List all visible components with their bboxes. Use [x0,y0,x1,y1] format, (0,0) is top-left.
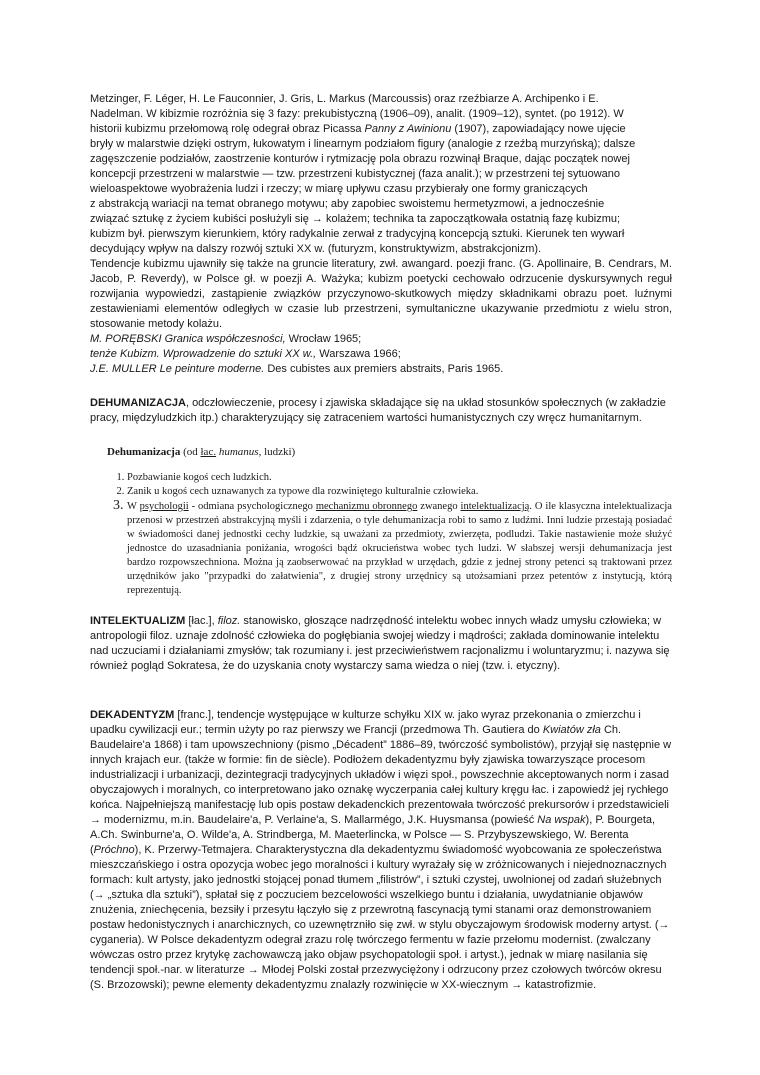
psychologia-link[interactable]: psychologii [139,501,189,512]
dehumanizacja-detail [90,445,672,598]
document-page [90,92,672,993]
bibliography-title: tenże Kubizm. Wprowadzenie do sztuki XX w., [90,348,317,360]
kubizm-line: decydujący wpływ na dalszy rozwój sztuki XX w. (futuryzm, konstruktywizm, abstrakcjonizm). [90,243,542,255]
heading-text: (od [180,446,201,458]
latin-link[interactable]: łac. [200,446,217,458]
work-title: Na wspak [537,814,586,826]
kubizm-line: związać sztukę z życiem kubiści posłużyli się → kolażem; technika ta zapoczątkowała ostatnią fazę kubizmu; [90,213,621,225]
detail-heading [107,445,672,459]
kubizm-line: z abstrakcją wariacji na temat obranego motywu; aby zapobiec swoistemu hermetyzmowi, a jednocześnie [90,198,605,210]
bibliography-imprint: Des cubistes aux premiers abstraits, Paris 1965. [264,363,504,375]
entry-term: DEHUMANIZACJA [90,397,186,409]
bibliography-imprint: Warszawa 1966; [316,348,401,360]
entry-text: Ch. Baudelaire'a 1868) i tam upowszechniony (pismo „Décadent” 1886–89, twórczość symbolistów), przyjął się następnie w innych krajach eur. (także w formie: fin de siècle). Podłożem dekadentyzmu były zjawiska towarzyszące procesom industrializacji i urbanizacji, dezintegracji tradycyjnych układów i więzi społ., powszechnie akceptowanych norm i zasad obyczajowych i moralnych, co interpretowano jako oznakę wyczerpania całej kultury kręgu łac. i zapowiedź jej rychłego końca. Najpełniejszą manifestację lub opis postaw dekadenckich prezentowała twórczość prekursorów i przedstawicieli → modernizmu, m.in. Baudelaire'a, P. Verlaine'a, S. Mallarmégo, J.K. Huysmansa (powieść [90,724,672,826]
kubizm-line: wieloaspektowe wyobrażenia ludzi i rzeczy; w miarę upływu czasu przybierały one formy graniczących [90,183,588,195]
entry-text: [franc.], tendencje występujące w kulturze schyłku XIX w. jako wyraz przekonania o zmierzchu i upadku cywilizacji eur.; termin użyty po raz pierwszy we Francji (przedmowa Th. Gautiera do [90,709,641,736]
kubizm-line: koncepcji przestrzeni w malarstwie — tzw. przestrzeni kubistycznej (faza analit.); w przestrzeni tej sytuowano [90,168,621,180]
kubizm-line: Nadelman. W kibizmie rozróżnia się 3 fazy: prekubistyczną (1906–09), analit. (1909–12), syntet. (po 1912). W [90,108,624,120]
kubizm-tendencje-paragraph: Tendencje kubizmu ujawniły się także na gruncie literatury, zwł. awangard. poezji franc. (G. Apollinaire, B. Cendrars, M. Jacob, P. Reverdy), w Polsce gł. w poezji A. Ważyka; kubizm poetycki cechowało odrzucenie dyskursywnych reguł rozwijania wypowiedzi, zastąpienie związków przyczynowo-skutkowych między składnikami obrazu poet. luźnymi zestawieniami elementów odległych w czasie lub przestrzeni, symultaniczne ukazywanie przedmiotu z wielu stron, stosowanie metody kolażu. [90,258,672,330]
kubizm-line: Metzinger, F. Léger, H. Le Fauconnier, J. Gris, L. Markus (Marcoussis) oraz rzeźbiarze A. Archipenko i E. [90,93,599,105]
item-text: zwanego [417,501,461,512]
latin-word: humanus [218,446,259,458]
kubizm-entry-continuation [90,92,672,377]
mechanizm-obronny-link[interactable]: mechanizmu obronnego [315,501,418,512]
entry-term: DEKADENTYZM [90,709,175,721]
entry-abbreviation: filoz. [217,615,241,627]
bibliography-imprint: Wrocław 1965; [285,333,362,345]
kubizm-line: zagęszczenie podziałów, zaostrzenie konturów i rytmizację pola obrazu rozwinął Braque, dając początek nowej [90,153,630,165]
painting-title: Panny z Awinionu [364,123,452,135]
entry-text: ), P. Bourgeta, A.Ch. Swinburne'a, O. Wilde'a, A. Strindberga, M. Maeterlincka, w Polsce — S. Przybyszewskiego, W. Berenta ( [90,814,656,856]
work-title: Próchno [93,844,135,856]
item-text: - odmiana psychologicznego [188,501,316,512]
entry-definition: stanowisko, głoszące nadrzędność intelektu wobec innych władz umysłu człowieka; w antropologii filoz. uznaje zdolność człowieka do pogłębiania swojej wiedzy i mądrości; zakłada dominowanie intelektu nad uczuciami i działaniami zmysłów; tak rozumiany i. jest przeciwieństwem racjonalizmu i woluntaryzmu; i. nazywa się również pogląd Sokratesa, że do uzyskania cnoty wystarczy sama wiedza o niej (tzw. i. etyczny). [90,615,670,672]
entry-text: [łac.], [185,615,218,627]
list-item: 2. Zanik u kogoś cech uznawanych za typowe dla rozwiniętego kulturalnie człowieka. [127,485,672,499]
kubizm-line [90,122,672,137]
meaning-list [90,471,672,598]
intelektualizm-entry [90,614,672,674]
item-text: . O ile klasyczna intelektualizacja przenosi w przestrzeń abstrakcyjną myśli i zdarzenia, o tyle dehumanizacja robi to samo z ludźmi. Inni ludzie przestają posiadać w świadomości danej jednostki cechy ludzkie, są uważani za przedmioty, zwierzęta, podludzi. Takie nastawienie może służyć jednostce do uzasadniania poniżania, wrogości bądź okrucieństwa wobec tych ludzi. W słabszej wersji dehumanizacja jest bardzo rozpowszechniona. Można ją zaobserwować na przykład w urzędach, gdzie z jednej strony petenci są traktowani przez urzędników jako "przypadki do załatwienia", z drugiej strony urzędnicy są utożsamiani przez petentów z instytucją, którą reprezentują. [127,501,672,596]
bibliography-title: M. PORĘBSKI Granica współczesności, [90,333,286,345]
entry-text: ), K. Przerwy-Tetmajera. Charakterystyczna dla dekadentyzmu świadomość wyobcowania ze społeczeństwa mieszczańskiego i ostra opozycja wobec jego moralności i kultury wyrażały się w zróżnicowanych i niejednoznacznych formach: kult artysty, jako jednostki stojącej ponad tłumem „filistrów”, i sztuki czystej, uwolnionej od zadań służebnych (→ „sztuka dla sztuki”), spłatał się z poczuciem bezcelowości wszelkiego buntu i działania, uwydatnianie objawów znużenia, zniechęcenia, bezsiły i przesytu łączyło się z przewrotną fascynacją tymi stanami oraz demonstrowaniem postaw hedonistycznych i anarchicznych, co uzewnętrzniło się zwł. w stylu obyczajowym środowisk moderny artyst. (→ cyganeria). W Polsce dekadentyzm odegrał zrazu rolę twórczego fermentu w fazie przełomu modernist. (zwalczany wówczas ostro przez krytykę zachowawczą jako objaw psychopatologii społ. i artyst.), jednak w miarę nasilania się tendencji społ.-nar. w literaturze → Młodej Polski został przezwyciężony i odrzucony przez czołowych twórców okresu (S. Brzozowski); pewne elementy dekadentyzmu znalazły rozwinięcie w XX-wiecznym → katastrofizmie. [90,844,670,991]
kubizm-line: bryły w malarstwie dzięki ostrym, łukowatym i linearnym podziałom figury (analogie z rzeźbą murzyńską); dalsze [90,138,636,150]
item-text: W [127,501,140,512]
work-title: Kwiatów zła [542,724,601,736]
entry-definition: , odczłowieczenie, procesy i zjawiska składające się na układ stosunków społecznych (w zakładzie pracy, międzyludzkich itp.) charakteryzujący się zatraceniem wartości humanistycznych czy wręcz humanitarnym. [90,397,666,424]
dekadentyzm-entry [90,708,672,993]
kubizm-text: (1907), zapowiadający nowe ujęcie [451,123,626,135]
bibliography-item [90,347,672,362]
kubizm-line: kubizm był. pierwszym kierunkiem, który radykalnie zerwał z tradycyjną koncepcją sztuki. Kierunek ten wywarł [90,228,625,240]
bibliography-item [90,362,672,377]
bibliography-item [90,332,672,347]
bibliography-title: J.E. MULLER Le peinture moderne. [90,363,265,375]
dehumanizacja-entry [90,396,672,426]
list-item: 1. Pozbawianie kogoś cech ludzkich. [127,471,672,485]
kubizm-text: historii kubizmu przełomową rolę odegrał obraz Picassa [90,123,365,135]
list-item [127,499,672,598]
intelektualizacja-link[interactable]: intelektualizacją [460,501,530,512]
detail-heading-term: Dehumanizacja [107,446,181,458]
entry-term: INTELEKTUALIZM [90,615,186,627]
heading-text: , ludzki) [258,446,296,458]
